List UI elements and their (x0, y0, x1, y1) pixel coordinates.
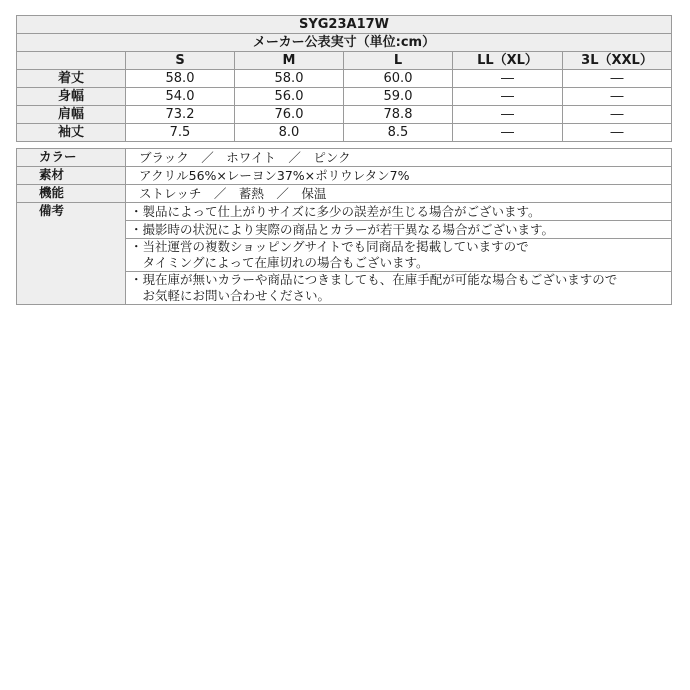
size-value: 73.2 (126, 106, 235, 124)
unit-row (17, 34, 672, 52)
size-header-row (17, 52, 672, 70)
color-value: ブラック ／ ホワイト ／ ピンク (126, 149, 672, 167)
size-header: L (344, 52, 453, 70)
size-row (17, 124, 672, 142)
note-line: お気軽にお問い合わせください。 (130, 288, 331, 303)
size-value: ― (453, 70, 563, 88)
function-label: 機能 (17, 185, 126, 203)
size-value: 58.0 (235, 70, 344, 88)
header-corner (17, 52, 126, 70)
measure-label: 肩幅 (17, 106, 126, 124)
info-table (16, 148, 672, 305)
function-row (17, 185, 672, 203)
size-header: S (126, 52, 235, 70)
size-value: 58.0 (126, 70, 235, 88)
function-value: ストレッチ ／ 蓄熱 ／ 保温 (126, 185, 672, 203)
size-row (17, 106, 672, 124)
size-header: 3L（XXL） (563, 52, 672, 70)
unit-label: メーカー公表実寸（単位:cm） (17, 34, 672, 52)
size-row (17, 70, 672, 88)
note-line: ・現在庫が無いカラーや商品につきましても、在庫手配が可能な場合もございますので (130, 272, 618, 287)
size-value: 7.5 (126, 124, 235, 142)
notes-row (17, 203, 672, 221)
size-value: ― (563, 106, 672, 124)
measure-label: 袖丈 (17, 124, 126, 142)
note-line: ・撮影時の状況により実際の商品とカラーが若干異なる場合がございます。 (130, 221, 555, 237)
color-label: カラー (17, 149, 126, 167)
size-value: 78.8 (344, 106, 453, 124)
size-value: 56.0 (235, 88, 344, 106)
color-row (17, 149, 672, 167)
note-line: ・当社運営の複数ショッピングサイトでも同商品を掲載していますので (130, 239, 529, 254)
note-item (126, 221, 672, 239)
material-label: 素材 (17, 167, 126, 185)
size-header: M (235, 52, 344, 70)
size-value: ― (453, 106, 563, 124)
size-header: LL（XL） (453, 52, 563, 70)
size-value: 59.0 (344, 88, 453, 106)
size-value: 8.0 (235, 124, 344, 142)
size-value: ― (563, 88, 672, 106)
material-value: アクリル56%×レーヨン37%×ポリウレタン7% (126, 167, 672, 185)
size-table (16, 15, 672, 142)
note-item (126, 203, 672, 221)
size-value: 76.0 (235, 106, 344, 124)
product-code: SYG23A17W (17, 16, 672, 34)
size-value: ― (563, 70, 672, 88)
note-item (126, 239, 672, 272)
note-line: ・製品によって仕上がりサイズに多少の誤差が生じる場合がございます。 (130, 203, 541, 219)
measure-label: 身幅 (17, 88, 126, 106)
size-value: 8.5 (344, 124, 453, 142)
note-item (126, 272, 672, 305)
size-value: 60.0 (344, 70, 453, 88)
size-row (17, 88, 672, 106)
notes-label: 備考 (17, 203, 126, 305)
size-value: 54.0 (126, 88, 235, 106)
size-value: ― (453, 124, 563, 142)
note-line: タイミングによって在庫切れの場合もございます。 (130, 255, 429, 270)
measure-label: 着丈 (17, 70, 126, 88)
size-value: ― (453, 88, 563, 106)
size-value: ― (563, 124, 672, 142)
material-row (17, 167, 672, 185)
product-code-row (17, 16, 672, 34)
